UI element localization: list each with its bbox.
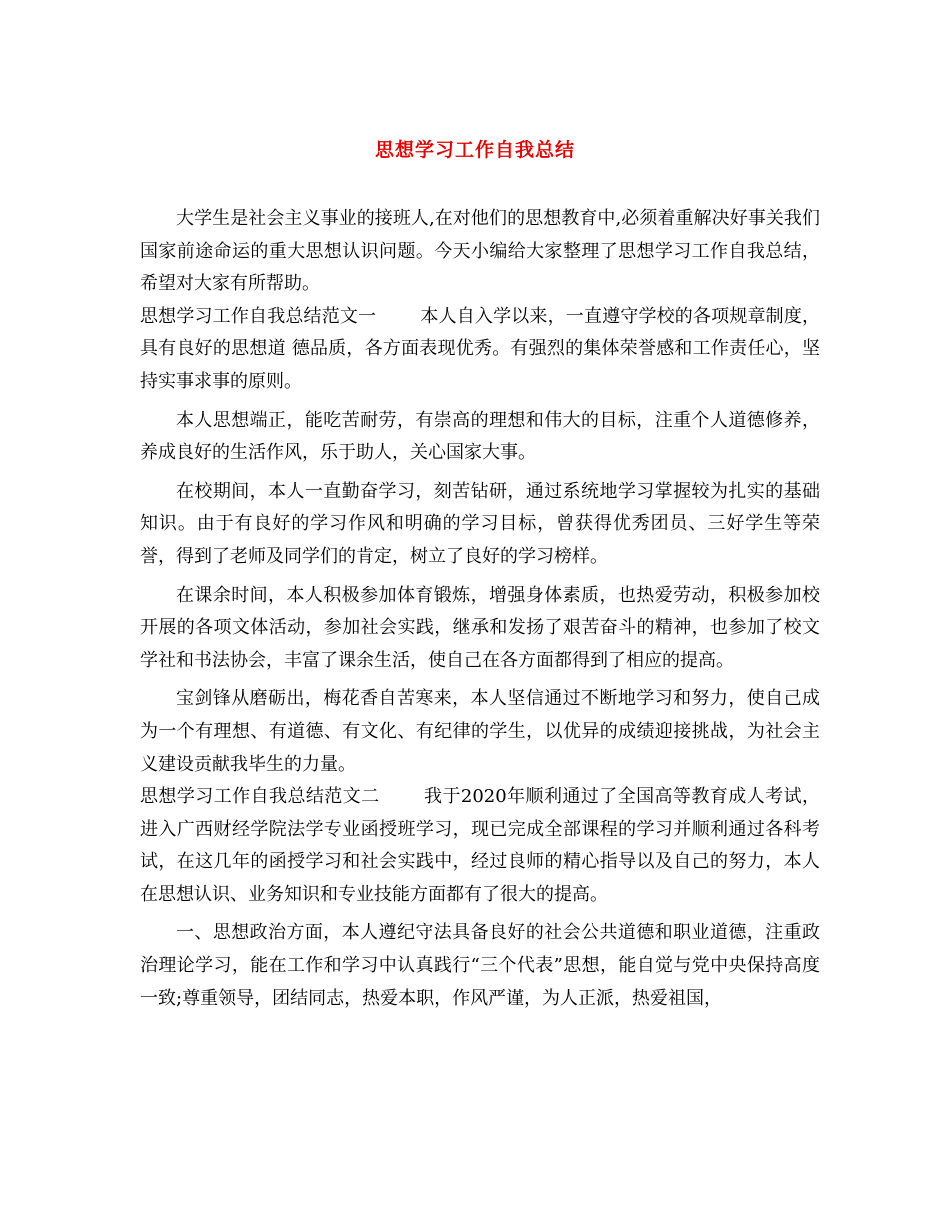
section2-lead-paragraph <box>140 781 820 911</box>
section1-heading: 思想学习工作自我总结范文一 <box>140 305 377 327</box>
section2-heading: 思想学习工作自我总结范文二 <box>140 786 380 808</box>
section1-paragraph: 在校期间，本人一直勤奋学习，刻苦钻研，通过系统地学习掌握较为扎实的基础知识。由于有良好的学习作风和明确的学习目标，曾获得优秀团员、三好学生等荣誉，得到了老师及同学们的肯定，树立了良好的学习榜样。 <box>140 480 820 567</box>
document-body <box>140 203 820 1015</box>
section1-paragraph: 本人思想端正，能吃苦耐劳，有崇高的理想和伟大的目标，注重个人道德修养，养成良好的生活作风，乐于助人，关心国家大事。 <box>140 409 820 464</box>
intro-paragraph: 大学生是社会主义事业的接班人,在对他们的思想教育中,必须着重解决好事关我们国家前途命运的重大思想认识问题。今天小编给大家整理了思想学习工作自我总结，希望对大家有所帮助。 <box>140 208 820 295</box>
section1-lead-paragraph <box>140 301 820 399</box>
section1-paragraph: 在课余时间，本人积极参加体育锻炼，增强身体素质，也热爱劳动，积极参加校开展的各项文体活动，参加社会实践，继承和发扬了艰苦奋斗的精神，也参加了校文学社和书法协会，丰富了课余生活，使自己在各方面都得到了相应的提高。 <box>140 584 820 671</box>
section2-paragraph: 一、思想政治方面，本人遵纪守法具备良好的社会公共道德和职业道德，注重政治理论学习，能在工作和学习中认真践行“三个代表”思想，能自觉与党中央保持高度一致;尊重领导，团结同志，热爱本职，作风严谨，为人正派，热爱祖国， <box>140 922 820 1009</box>
section1-paragraph: 宝剑锋从磨砺出，梅花香自苦寒来，本人坚信通过不断地学习和努力，使自己成为一个有理想、有道德、有文化、有纪律的学生，以优异的成绩迎接挑战，为社会主义建设贡献我毕生的力量。 <box>140 688 820 775</box>
document-title: 思想学习工作自我总结 <box>374 139 575 161</box>
section2-first-paragraph: 我于2020年顺利通过了全国高等教育成人考试，进入广西财经学院法学专业函授班学习，现已完成全部课程的学习并顺利通过各科考试，在这几年的函授学习和社会实践中，经过良师的精心指导以及自己的努力，本人在思想认识、业务知识和专业技能方面都有了很大的提高。 <box>140 786 820 905</box>
section1-first-paragraph: 本人自入学以来，一直遵守学校的各项规章制度，具有良好的思想道 德品质，各方面表现优秀。有强烈的集体荣誉感和工作责任心，坚持实事求事的原则。 <box>140 305 821 392</box>
